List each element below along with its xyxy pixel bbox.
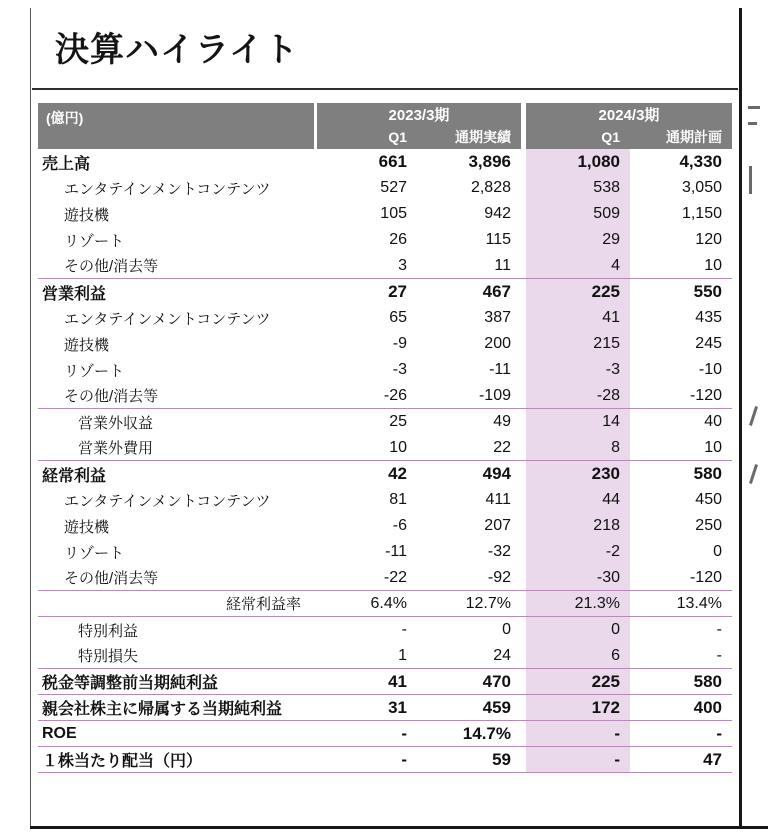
value-cell: -120	[689, 386, 722, 404]
value-cell: 3,050	[681, 179, 722, 196]
row-label: エンタテインメントコンテンツ	[64, 180, 271, 198]
table-row	[38, 201, 732, 227]
table-header	[38, 103, 732, 149]
value-cell: 527	[380, 179, 407, 196]
row-label: その他/消去等	[64, 388, 159, 405]
column-header-fy-plan: 通期計画	[666, 129, 722, 145]
value-cell: 0	[713, 543, 722, 560]
value-cell: 470	[482, 671, 511, 691]
row-label: 経常利益率	[225, 596, 301, 613]
table-row	[38, 747, 732, 773]
value-cell: 0	[502, 621, 511, 638]
title-underline	[32, 88, 738, 90]
value-cell: 467	[482, 282, 511, 301]
slide-frame-bottom-line	[30, 826, 768, 829]
value-cell: 250	[695, 517, 722, 534]
value-cell: 942	[484, 205, 511, 222]
value-cell: 1	[398, 646, 407, 664]
table-row	[38, 331, 732, 357]
row-label: エンタテインメントコンテンツ	[64, 492, 271, 510]
row-label: 売上高	[42, 155, 91, 173]
value-cell: -2	[526, 539, 630, 565]
value-cell: 550	[693, 282, 722, 301]
column-header-q1: Q1	[388, 129, 407, 145]
row-label: その他/消去等	[64, 258, 159, 275]
value-cell: -30	[526, 565, 630, 590]
value-cell: 661	[378, 152, 407, 171]
row-label: 営業利益	[42, 285, 107, 303]
value-cell: 580	[693, 464, 722, 483]
slide-frame-left-line	[30, 8, 31, 828]
cropped-content-fragment	[749, 464, 758, 484]
cropped-content-fragment	[748, 106, 760, 109]
value-cell: 4,330	[679, 152, 722, 171]
value-cell: 21.3%	[526, 591, 630, 616]
slide-frame-right-line	[739, 8, 742, 828]
value-cell: 29	[526, 227, 630, 253]
value-cell: 1,150	[681, 205, 722, 222]
value-cell: -11	[489, 361, 511, 378]
value-cell: 3,896	[468, 152, 511, 171]
value-cell: -	[716, 723, 722, 743]
value-cell: 120	[695, 231, 722, 248]
table-row	[38, 305, 732, 331]
row-label: ROE	[42, 724, 77, 742]
table-row	[38, 643, 732, 669]
row-label: 遊技機	[64, 518, 110, 536]
table-row	[38, 253, 732, 279]
value-cell: 105	[380, 205, 407, 222]
value-cell: -	[401, 749, 407, 769]
value-cell: 8	[526, 435, 630, 460]
table-row	[38, 591, 732, 617]
value-cell: 6.4%	[370, 594, 407, 612]
value-cell: 509	[526, 201, 630, 227]
table-row	[38, 617, 732, 643]
value-cell: -120	[689, 568, 722, 586]
value-cell: 41	[388, 671, 407, 691]
value-cell: -22	[383, 568, 407, 586]
value-cell: 13.4%	[676, 594, 722, 612]
value-cell: 10	[389, 438, 407, 456]
value-cell: 6	[526, 643, 630, 668]
table-row	[38, 721, 732, 747]
value-cell: -92	[487, 568, 511, 586]
value-cell: -26	[383, 386, 407, 404]
value-cell: 115	[485, 231, 511, 248]
value-cell: 230	[526, 461, 630, 487]
column-headers	[317, 127, 521, 149]
value-cell: 172	[526, 695, 630, 720]
row-label: 遊技機	[64, 336, 110, 354]
financial-highlights-table	[38, 103, 732, 773]
column-headers	[526, 127, 732, 149]
value-cell: -6	[392, 517, 407, 534]
table-row	[38, 487, 732, 513]
row-label: その他/消去等	[64, 570, 159, 587]
value-cell: 11	[494, 256, 511, 274]
value-cell: -32	[487, 543, 511, 560]
value-cell: 24	[493, 646, 511, 664]
value-cell: 10	[704, 256, 722, 274]
value-cell: 65	[389, 309, 407, 326]
row-label: 税金等調整前当期純利益	[42, 675, 219, 692]
value-cell: -	[401, 723, 407, 743]
value-cell: 435	[695, 309, 722, 326]
value-cell: 207	[484, 517, 511, 534]
row-label: 遊技機	[64, 206, 110, 224]
value-cell: 245	[695, 335, 722, 352]
table-row	[38, 435, 732, 461]
value-cell: 0	[526, 617, 630, 643]
column-group-label: 2023/3期	[388, 107, 450, 124]
value-cell: -	[526, 721, 630, 746]
cropped-content-fragment	[749, 406, 758, 426]
value-cell: -	[526, 747, 630, 772]
table-row	[38, 695, 732, 721]
value-cell: 25	[389, 413, 407, 430]
row-label: 親会社株主に帰属する当期純利益	[42, 701, 283, 718]
column-group-fy2023	[317, 103, 521, 149]
table-row	[38, 539, 732, 565]
value-cell: 225	[526, 669, 630, 694]
table-body	[38, 149, 732, 773]
page-title: 決算ハイライト	[55, 31, 299, 69]
value-cell: 494	[482, 464, 511, 483]
table-row	[38, 409, 732, 435]
table-row	[38, 357, 732, 383]
value-cell: 400	[693, 697, 722, 717]
cropped-content-fragment	[749, 166, 752, 194]
value-cell: 41	[526, 305, 630, 331]
row-label: 特別損失	[78, 648, 139, 665]
value-cell: 31	[388, 697, 407, 717]
value-cell: 580	[693, 671, 722, 691]
value-cell: 47	[703, 749, 722, 769]
column-group-fy2024	[526, 103, 732, 149]
value-cell: 218	[526, 513, 630, 539]
value-cell: 200	[484, 335, 511, 352]
row-label: リゾート	[64, 232, 125, 250]
row-label: リゾート	[64, 544, 125, 562]
table-row	[38, 461, 732, 487]
column-header-q1: Q1	[601, 129, 620, 145]
value-cell: 4	[526, 253, 630, 278]
value-cell: 40	[704, 413, 722, 430]
value-cell: 81	[389, 491, 407, 508]
value-cell: 215	[526, 331, 630, 357]
value-cell: 59	[492, 749, 511, 769]
value-cell: 26	[389, 231, 407, 248]
value-cell: -11	[385, 543, 407, 560]
value-cell: 225	[526, 279, 630, 305]
value-cell: 387	[484, 309, 511, 326]
value-cell: 10	[704, 438, 722, 456]
row-label: リゾート	[64, 362, 125, 380]
row-label: エンタテインメントコンテンツ	[64, 310, 271, 328]
value-cell: 12.7%	[465, 594, 511, 612]
column-group-label: 2024/3期	[598, 107, 660, 124]
row-label: 経常利益	[42, 467, 107, 485]
table-row	[38, 175, 732, 201]
table-row	[38, 565, 732, 591]
value-cell: 459	[482, 697, 511, 717]
value-cell: -3	[526, 357, 630, 383]
row-label: 営業外収益	[78, 414, 154, 432]
value-cell: -109	[478, 386, 511, 404]
table-row	[38, 149, 732, 175]
value-cell: 3	[398, 256, 407, 274]
table-row	[38, 227, 732, 253]
value-cell: 411	[485, 491, 511, 508]
value-cell: 44	[526, 487, 630, 513]
column-header-fy-actual: 通期実績	[455, 129, 511, 145]
table-row	[38, 669, 732, 695]
table-row	[38, 513, 732, 539]
value-cell: 14	[526, 409, 630, 435]
value-cell: -10	[698, 361, 722, 378]
table-row	[38, 383, 732, 409]
value-cell: -3	[392, 361, 407, 378]
value-cell: 2,828	[470, 179, 511, 196]
value-cell: -9	[392, 335, 407, 352]
unit-label: (億円)	[38, 103, 314, 149]
value-cell: -28	[526, 383, 630, 408]
table-row	[38, 279, 732, 305]
row-label: 特別利益	[78, 622, 139, 640]
row-label: １株当たり配当（円）	[42, 753, 203, 770]
value-cell: -	[716, 621, 722, 638]
row-label: 営業外費用	[78, 440, 154, 457]
value-cell: 450	[695, 491, 722, 508]
value-cell: 49	[493, 413, 511, 430]
cropped-content-fragment	[748, 122, 757, 125]
value-cell: 1,080	[526, 149, 630, 175]
value-cell: -	[401, 621, 407, 638]
value-cell: 14.7%	[462, 723, 511, 743]
value-cell: 42	[388, 464, 407, 483]
value-cell: 27	[388, 282, 407, 301]
value-cell: -	[716, 646, 722, 664]
value-cell: 22	[493, 438, 511, 456]
value-cell: 538	[526, 175, 630, 201]
